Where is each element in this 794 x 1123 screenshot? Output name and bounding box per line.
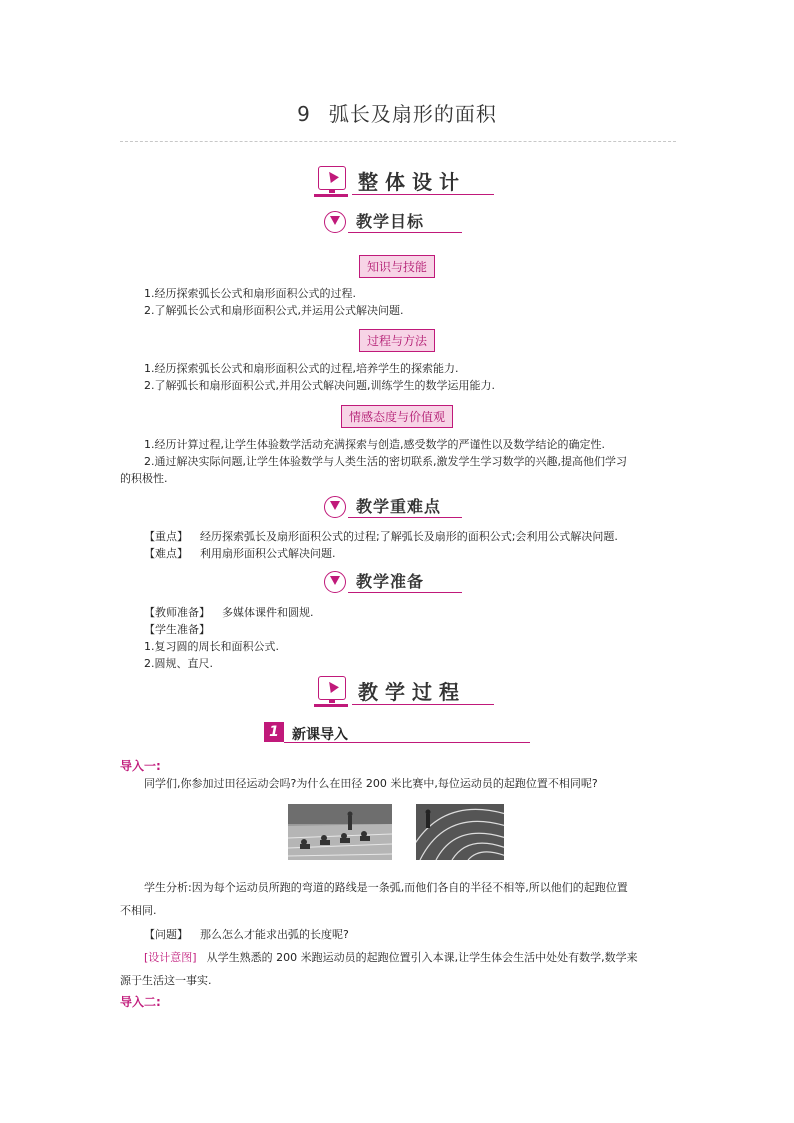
teacher-prep: 【教师准备】 多媒体课件和圆规.: [144, 606, 314, 619]
monitor-icon: [318, 676, 346, 700]
intro1-text: 同学们,你参加过田径运动会吗?为什么在田径 200 米比赛中,每位运动员的起跑位置不相同呢?: [144, 777, 598, 790]
intro2-label: 导入二:: [120, 995, 161, 1009]
list-item-continued: 的积极性.: [120, 472, 168, 485]
track-start-photo: [288, 804, 392, 860]
analysis-line1: 学生分析:因为每个运动员所跑的弯道的路线是一条弧,而他们各自的半径不相等,所以他们的起跑位置: [144, 881, 628, 894]
list-item: 2.了解弧长公式和扇形面积公式,并运用公式解决问题.: [144, 304, 404, 317]
track-curve-photo: [416, 804, 504, 860]
list-item: 1.经历计算过程,让学生体验数学活动充满探索与创造,感受数学的严谨性以及数学结论的确定性.: [144, 438, 605, 451]
down-arrow-icon: [324, 496, 346, 518]
design-intent-line1: [设计意图] 从学生熟悉的 200 米跑运动员的起跑位置引入本课,让学生体会生活中处处有数学,数学来: [144, 951, 638, 964]
number-badge: 1: [264, 722, 284, 742]
question: 【问题】 那么怎么才能求出弧的长度呢?: [144, 928, 349, 941]
label-emotion: 情感态度与价值观: [0, 405, 794, 428]
list-item: 1.经历探索弧长公式和扇形面积公式的过程.: [144, 287, 356, 300]
subsection-title: 新课导入: [292, 727, 348, 743]
heading-goals: 教学目标: [0, 209, 794, 235]
list-item: 2.通过解决实际问题,让学生体验数学与人类生活的密切联系,激发学生学习数学的兴趣,提高他们学习: [144, 455, 627, 468]
student-prep-label: 【学生准备】: [144, 623, 210, 636]
list-item: 1.复习圆的周长和面积公式.: [144, 640, 279, 653]
design-intent-line2: 源于生活这一事实.: [120, 974, 212, 987]
list-item: 2.了解弧长和扇形面积公式,并用公式解决问题,训练学生的数学运用能力.: [144, 379, 495, 392]
page-title: 9 弧长及扇形的面积: [297, 102, 497, 126]
section-header-process: [0, 676, 794, 708]
down-arrow-icon: [324, 571, 346, 593]
label-knowledge: 知识与技能: [0, 255, 794, 278]
title-divider: [120, 141, 676, 142]
section-title: 教学过程: [358, 680, 466, 704]
key-point: 【重点】 经历探索弧长及扇形面积公式的过程;了解弧长及扇形的面积公式;会利用公式解决问题.: [144, 530, 618, 543]
down-arrow-icon: [324, 211, 346, 233]
intro1-label: 导入一:: [120, 759, 161, 773]
label-process: 过程与方法: [0, 329, 794, 352]
section-title: 整体设计: [358, 170, 466, 194]
analysis-line2: 不相同.: [120, 904, 157, 917]
heading-keypoints: 教学重难点: [0, 494, 794, 520]
section-header-overall: [0, 166, 794, 198]
hard-point: 【难点】 利用扇形面积公式解决问题.: [144, 547, 336, 560]
heading-prep: 教学准备: [0, 569, 794, 595]
monitor-icon: [318, 166, 346, 190]
subsection-new-lesson: [264, 722, 530, 744]
list-item: 2.圆规、直尺.: [144, 657, 213, 670]
list-item: 1.经历探索弧长公式和扇形面积公式的过程,培养学生的探索能力.: [144, 362, 459, 375]
